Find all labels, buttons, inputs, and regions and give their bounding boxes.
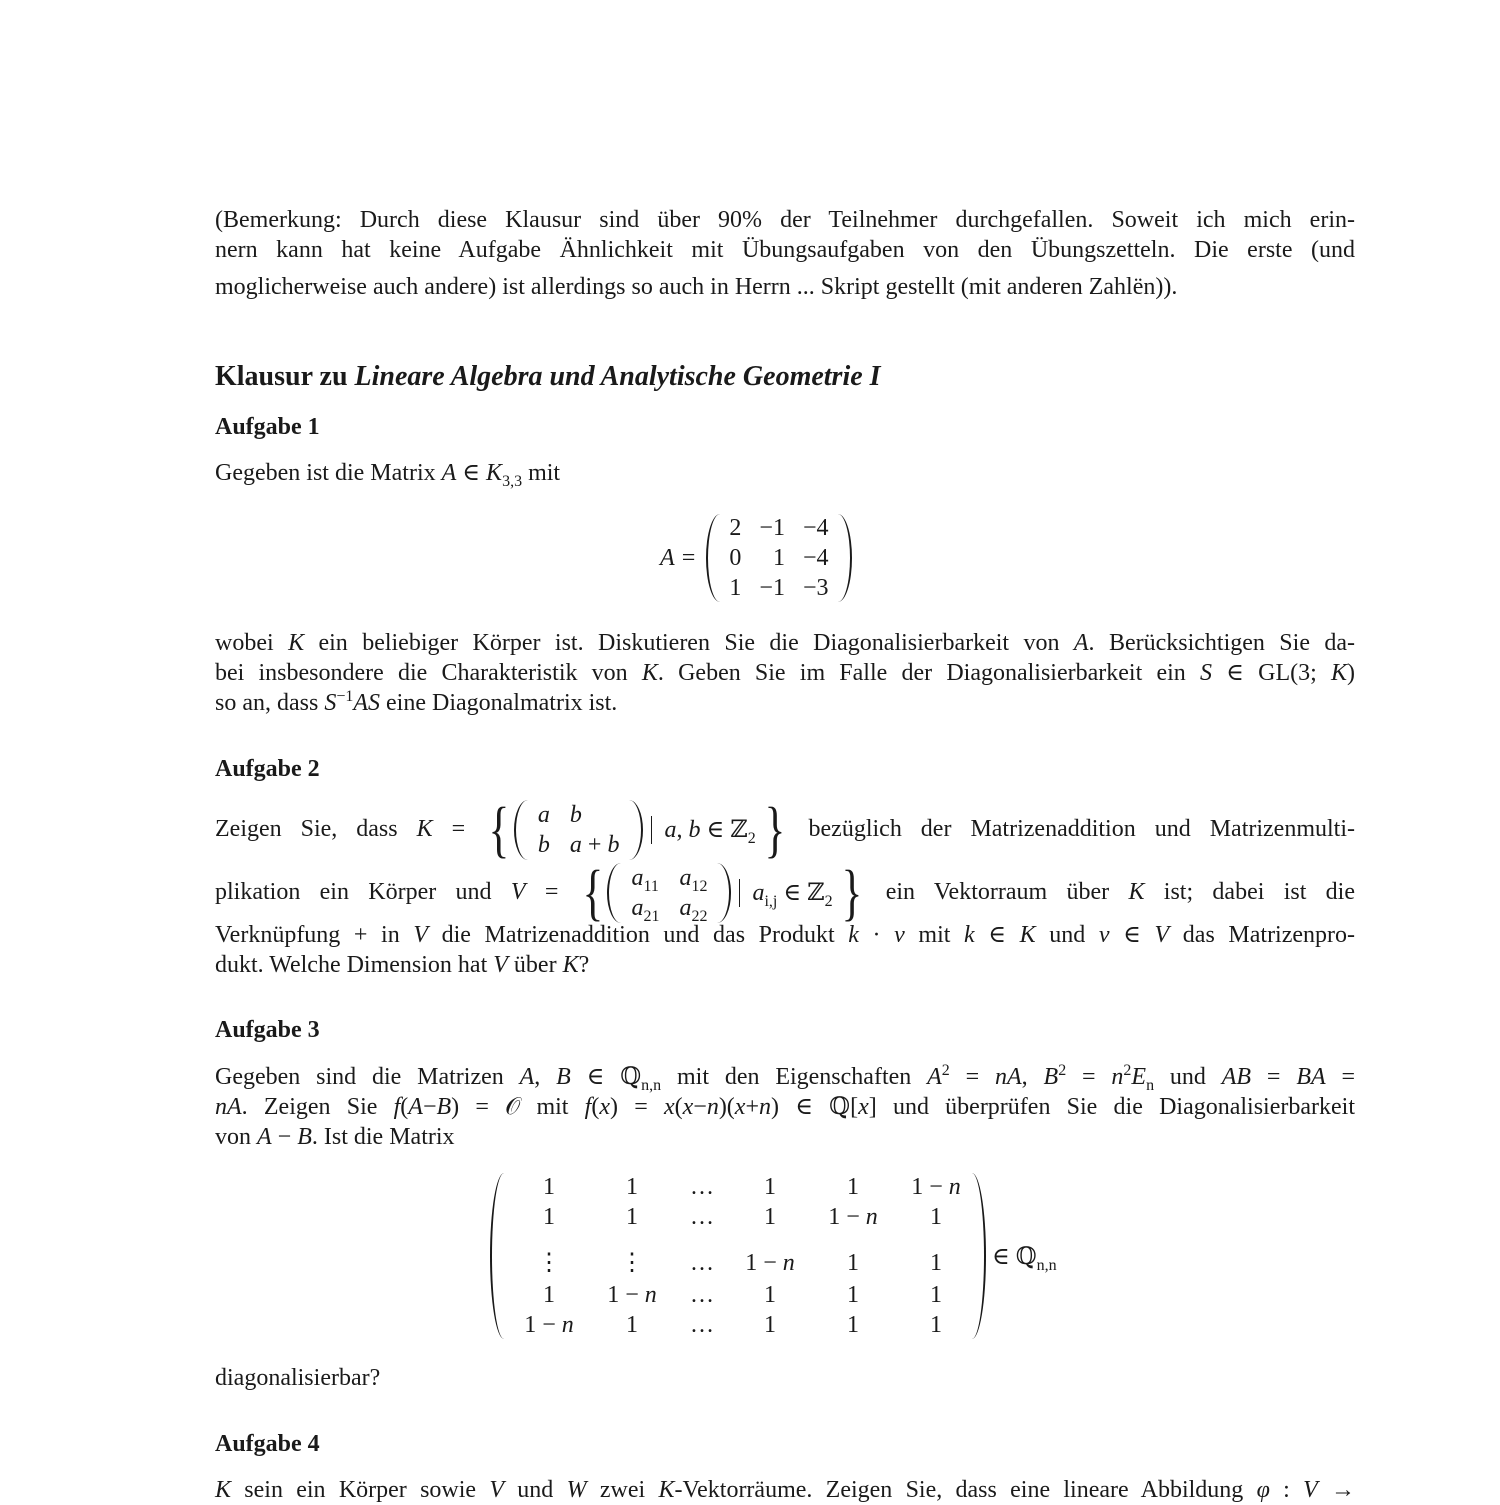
- task-2-line-2: [215, 857, 1355, 927]
- matrix-cell: 1: [729, 575, 742, 601]
- text-run: +: [745, 1094, 759, 1120]
- text-run: mit: [904, 922, 965, 948]
- text-run: ·: [858, 922, 895, 948]
- subscript: n,n: [1036, 1256, 1057, 1274]
- matrix-cell: [806, 1202, 900, 1232]
- text-run: bezüglich der Matrizenaddition und Matrizenmulti-: [789, 816, 1355, 842]
- text-run: ∈: [1109, 922, 1155, 948]
- matrix-row: [504, 1172, 972, 1202]
- math-symbol: a: [752, 880, 765, 907]
- such-that-bar: [651, 816, 652, 844]
- matrix-cell: [900, 1232, 972, 1280]
- inline-matrix: [621, 863, 717, 926]
- matrix-cell: [900, 1202, 972, 1232]
- text-run: +: [581, 832, 608, 859]
- text-run: 1 −: [911, 1174, 949, 1200]
- matrix-a-label: A =: [660, 544, 697, 571]
- text-run: 1: [626, 1312, 638, 1338]
- matrix-cell: [594, 1280, 670, 1310]
- left-paren: [706, 514, 720, 602]
- math-symbol: n: [759, 1094, 771, 1120]
- math-symbol: n: [561, 1312, 574, 1338]
- text-run: ): [1347, 660, 1355, 686]
- task-2-heading: Aufgabe 2: [215, 756, 320, 782]
- math-symbol: W: [566, 1477, 587, 1503]
- matrix-cell: −1: [759, 575, 785, 601]
- task-3-text-2: [215, 1092, 1355, 1122]
- matrix-cell: [806, 1172, 900, 1202]
- set-expression: [578, 859, 867, 928]
- math-symbol: S: [1199, 660, 1212, 686]
- matrix-cell: [560, 830, 630, 860]
- math-symbol: f: [584, 1094, 592, 1120]
- math-symbol: A: [519, 1064, 535, 1090]
- math-symbol: A: [257, 1124, 272, 1150]
- intro-line-2: [215, 235, 1355, 265]
- text-run: =: [1251, 1064, 1297, 1090]
- matrix-n-by-n: [490, 1172, 1057, 1340]
- text-run: (Bemerkung: Durch diese Klausur sind über 90% der Teilnehmer durchgefallen. Soweit ich mich erin-: [215, 207, 1355, 233]
- matrix-cell: 0: [729, 545, 742, 571]
- math-symbol: a: [569, 832, 582, 859]
- matrix-cell: [670, 1280, 734, 1310]
- left-paren: [607, 863, 621, 923]
- matrix-row: [621, 893, 717, 923]
- text-run: 1: [626, 1204, 638, 1230]
- math-symbol: K: [416, 816, 433, 842]
- text-run: Gegeben ist die Matrix: [215, 460, 442, 486]
- text-run: =: [1066, 1064, 1112, 1090]
- subscript: n,n: [641, 1076, 662, 1094]
- text-run: sein ein Körper sowie: [231, 1477, 490, 1503]
- right-paren: [629, 800, 643, 860]
- math-symbol: b: [607, 832, 620, 859]
- matrix-cell: [806, 1310, 900, 1340]
- left-brace-icon: {: [488, 796, 510, 865]
- task-1-intro: [215, 458, 1355, 488]
- text-run: ) ∈ ℚ[: [771, 1094, 859, 1120]
- matrix-cell: −3: [802, 575, 829, 601]
- text-run: ∈ ℤ: [777, 880, 825, 907]
- math-symbol: v: [1098, 922, 1110, 948]
- subscript: 11: [643, 878, 659, 896]
- matrix-cell: [670, 1232, 734, 1280]
- matrix-cell: [900, 1172, 972, 1202]
- text-run: wobei: [215, 630, 289, 656]
- math-symbol: K: [1330, 660, 1347, 686]
- right-paren: [838, 514, 852, 602]
- math-symbol: V: [493, 952, 508, 978]
- text-run: Zeigen Sie, dass: [215, 816, 417, 842]
- matrix-row: [504, 1202, 972, 1232]
- math-symbol: a: [631, 895, 644, 922]
- matrix-cell: 1: [772, 545, 785, 571]
- math-symbol: S: [324, 690, 337, 716]
- text-run: plikation ein Körper und: [215, 879, 511, 905]
- text-run: 1 −: [745, 1250, 783, 1276]
- matrix-a: [660, 513, 852, 603]
- math-symbol: n: [1111, 1064, 1124, 1090]
- left-brace-icon: {: [582, 859, 603, 928]
- text-run: −: [271, 1124, 298, 1150]
- text-run: von: [215, 1124, 257, 1150]
- math-symbol: x: [663, 1094, 675, 1120]
- math-symbol: K: [1128, 879, 1145, 905]
- text-run: 1: [764, 1282, 776, 1308]
- matrix-cell: [594, 1310, 670, 1340]
- math-symbol: A: [927, 1064, 942, 1090]
- text-run: (: [400, 1094, 409, 1120]
- inline-matrix: [528, 800, 630, 860]
- text-run: . Ist die Matrix: [311, 1124, 455, 1150]
- matrix-row: [504, 1310, 972, 1340]
- text-run: ein Vektorraum über: [866, 879, 1129, 905]
- math-symbol: B: [556, 1064, 571, 1090]
- math-symbol: k: [964, 922, 975, 948]
- matrix-cell: [594, 1232, 670, 1280]
- text-run: und: [504, 1477, 567, 1503]
- text-run: und: [1035, 922, 1099, 948]
- matrix-row: [720, 513, 837, 543]
- text-run: über: [507, 952, 563, 978]
- math-symbol: K: [641, 660, 658, 686]
- text-run: 1: [764, 1174, 776, 1200]
- text-run: 1: [847, 1282, 859, 1308]
- left-paren: [514, 800, 528, 860]
- text-run: ,: [1021, 1064, 1044, 1090]
- math-symbol: V: [489, 1477, 505, 1503]
- task-4-heading: Aufgabe 4: [215, 1431, 320, 1457]
- math-symbol: AS: [353, 690, 381, 716]
- subscript: 12: [691, 878, 708, 896]
- task-3-text-3: [215, 1122, 1355, 1152]
- set-expression: [484, 796, 789, 865]
- text-run: (: [674, 1094, 683, 1120]
- text-run: die Matrizenaddition und das Produkt: [428, 922, 849, 948]
- matrix-cell: [504, 1202, 594, 1232]
- task-2-line-1: [215, 794, 1355, 864]
- math-symbol: f: [393, 1094, 401, 1120]
- text-run: …: [690, 1312, 714, 1338]
- text-run: 1: [764, 1204, 776, 1230]
- math-symbol: K: [1019, 922, 1036, 948]
- task-1-text-1: [215, 628, 1355, 658]
- matrix-cell: [504, 1172, 594, 1202]
- text-run: diagonalisierbar?: [215, 1365, 381, 1391]
- matrix-row: [621, 863, 717, 893]
- math-symbol: φ: [1256, 1477, 1270, 1503]
- text-run: …: [690, 1250, 714, 1276]
- text-run: …: [690, 1204, 714, 1230]
- matrix-a-entries: [720, 513, 837, 603]
- math-symbol: a: [631, 865, 644, 892]
- text-run: ?: [578, 952, 590, 978]
- text-run: →: [1317, 1477, 1356, 1503]
- math-symbol: A: [1073, 630, 1089, 656]
- text-run: ∈ ℚ: [992, 1243, 1037, 1270]
- text-run: -Vektorräume. Zeigen Sie, dass eine lineare Abbildung: [674, 1477, 1257, 1503]
- math-symbol: K: [486, 460, 503, 486]
- text-run: und: [1154, 1064, 1222, 1090]
- matrix-cell: [806, 1280, 900, 1310]
- text-run: nern kann hat keine Aufgabe Ähnlichkeit mit Übungsaufgaben von den Übungszetteln. Die erste (und: [215, 237, 1355, 263]
- matrix-cell: [670, 1172, 734, 1202]
- subscript: 2: [824, 893, 833, 911]
- math-symbol: a: [664, 817, 677, 844]
- math-symbol: K: [562, 952, 579, 978]
- text-run: ein beliebiger Körper ist. Diskutieren Sie die Diagonalisierbarkeit von: [304, 630, 1074, 656]
- math-symbol: E: [1131, 1064, 1147, 1090]
- matrix-row: [528, 800, 630, 830]
- text-run: 1: [930, 1250, 942, 1276]
- matrix-cell: 2: [729, 515, 742, 541]
- matrix-cell: [669, 863, 717, 896]
- text-run: 1: [543, 1282, 555, 1308]
- subscript: n: [1146, 1076, 1155, 1094]
- matrix-cell: [734, 1172, 806, 1202]
- text-run: =: [1325, 1064, 1356, 1090]
- text-run: bei insbesondere die Charakteristik von: [215, 660, 642, 686]
- math-symbol: n: [782, 1250, 795, 1276]
- task-4-line-1: [215, 1475, 1355, 1505]
- text-run: 1 −: [524, 1312, 562, 1338]
- text-run: 1: [626, 1174, 638, 1200]
- text-run: Gegeben sind die Matrizen: [215, 1064, 520, 1090]
- task-1-heading: Aufgabe 1: [215, 414, 320, 440]
- text-run: …: [690, 1174, 714, 1200]
- math-symbol: x: [682, 1094, 694, 1120]
- matrix-suffix: [992, 1242, 1057, 1274]
- text-run: )(: [718, 1094, 735, 1120]
- text-run: 1: [543, 1204, 555, 1230]
- math-symbol: A: [408, 1094, 423, 1120]
- text-run: mit den Eigenschaften: [661, 1064, 928, 1090]
- math-symbol: B: [297, 1124, 312, 1150]
- math-symbol: x: [734, 1094, 746, 1120]
- task-1-text-2: [215, 658, 1355, 688]
- text-run: 1 −: [828, 1204, 866, 1230]
- text-run: ∈: [456, 460, 487, 486]
- math-symbol: V: [1303, 1477, 1318, 1503]
- math-symbol: BA: [1296, 1064, 1326, 1090]
- text-run: 1: [543, 1174, 555, 1200]
- matrix-cell: [670, 1202, 734, 1232]
- text-run: 1 −: [607, 1282, 645, 1308]
- math-symbol: n: [948, 1174, 961, 1200]
- matrix-cell: −1: [759, 515, 785, 541]
- matrix-cell: [669, 893, 717, 926]
- text-run: ∈ GL(3;: [1211, 660, 1331, 686]
- superscript: 2: [1058, 1062, 1067, 1079]
- math-symbol: B: [436, 1094, 452, 1120]
- text-run: 1: [930, 1204, 942, 1230]
- superscript: 2: [941, 1062, 950, 1079]
- math-symbol: a: [679, 895, 692, 922]
- text-run: ⋮: [620, 1250, 644, 1276]
- math-symbol: A: [441, 460, 457, 486]
- text-run: moglicherweise auch andere) ist allerdings so auch in Herrn ... Skript gestellt (mit anderen Zahlën)).: [215, 274, 1178, 300]
- math-symbol: n: [644, 1282, 657, 1308]
- text-run: . Berücksichtigen Sie da-: [1088, 630, 1356, 656]
- math-symbol: nA: [215, 1094, 242, 1120]
- math-symbol: K: [215, 1477, 232, 1503]
- text-run: ,: [534, 1064, 557, 1090]
- matrix-cell: [670, 1310, 734, 1340]
- matrix-cell: [560, 800, 630, 830]
- subscript: 2: [747, 830, 756, 848]
- math-symbol: b: [537, 832, 550, 859]
- exam-title: [215, 362, 1355, 392]
- matrix-cell: −4: [802, 515, 829, 541]
- text-run: ,: [676, 817, 689, 844]
- math-symbol: K: [658, 1477, 675, 1503]
- right-brace-icon: }: [841, 859, 862, 928]
- matrix-cell: [528, 800, 560, 830]
- title-prefix: Klausur zu: [215, 361, 355, 392]
- text-run: (: [591, 1094, 600, 1120]
- right-paren: [717, 863, 731, 923]
- matrix-cell: [734, 1280, 806, 1310]
- matrix-row: [504, 1280, 972, 1310]
- left-paren: [490, 1173, 504, 1339]
- text-run: =: [432, 816, 485, 842]
- text-run: . Geben Sie im Falle der Diagonalisierbarkeit ein: [657, 660, 1200, 686]
- intro-line-1: [215, 205, 1355, 235]
- math-symbol: b: [569, 802, 582, 829]
- text-run: eine Diagonalmatrix ist.: [380, 690, 618, 716]
- subscript: 3,3: [502, 472, 523, 490]
- task-3-text-1: [215, 1062, 1355, 1092]
- text-run: …: [690, 1282, 714, 1308]
- math-symbol: nA: [995, 1064, 1022, 1090]
- superscript: −1: [336, 688, 354, 705]
- task-3-question: [215, 1363, 1355, 1393]
- text-run: dukt. Welche Dimension hat: [215, 952, 494, 978]
- text-run: mit: [522, 460, 561, 486]
- matrix-cell: [528, 830, 560, 860]
- set-condition: [748, 878, 836, 911]
- right-paren: [972, 1173, 986, 1339]
- superscript: 2: [1123, 1062, 1132, 1079]
- subscript: 22: [691, 908, 708, 926]
- title-subject: Lineare Algebra und Analytische Geometrie I: [354, 361, 881, 392]
- text-run: −: [422, 1094, 437, 1120]
- text-run: ] und überprüfen Sie die Diagonalisierbarkeit: [868, 1094, 1355, 1120]
- text-run: 1: [847, 1250, 859, 1276]
- matrix-row: [720, 543, 837, 573]
- math-symbol: n: [706, 1094, 719, 1120]
- text-run: ) = 𝒪 mit: [451, 1094, 585, 1120]
- matrix-cell: [734, 1202, 806, 1232]
- such-that-bar: [739, 879, 740, 907]
- right-brace-icon: }: [764, 796, 786, 865]
- matrix-cell: [504, 1232, 594, 1280]
- matrix-cell: [900, 1310, 972, 1340]
- text-run: −: [693, 1094, 707, 1120]
- matrix-cell: [594, 1172, 670, 1202]
- matrix-n-entries: [504, 1172, 972, 1340]
- matrix-row: [720, 573, 837, 603]
- text-run: =: [949, 1064, 995, 1090]
- math-symbol: k: [848, 922, 859, 948]
- matrix-cell: [621, 863, 669, 896]
- set-condition: [660, 815, 759, 848]
- math-symbol: v: [894, 922, 905, 948]
- matrix-cell: [734, 1232, 806, 1280]
- text-run: so an, dass: [215, 690, 325, 716]
- text-run: ∈: [974, 922, 1020, 948]
- text-run: ist; dabei ist die: [1144, 879, 1356, 905]
- math-symbol: b: [688, 817, 701, 844]
- math-symbol: a: [679, 865, 692, 892]
- subscript: 21: [643, 908, 660, 926]
- text-run: 1: [847, 1174, 859, 1200]
- text-run: :: [1269, 1477, 1304, 1503]
- matrix-cell: [900, 1280, 972, 1310]
- math-symbol: n: [865, 1204, 878, 1230]
- math-symbol: x: [858, 1094, 869, 1120]
- matrix-cell: [806, 1232, 900, 1280]
- matrix-cell: [504, 1280, 594, 1310]
- text-run: 1: [764, 1312, 776, 1338]
- math-symbol: a: [537, 802, 550, 829]
- text-run: ∈ ℚ: [570, 1064, 642, 1090]
- task-2-line-4: [215, 950, 1355, 980]
- math-symbol: V: [510, 879, 526, 905]
- task-3-heading: Aufgabe 3: [215, 1017, 320, 1043]
- text-run: das Matrizenpro-: [1169, 922, 1356, 948]
- text-run: =: [525, 879, 578, 905]
- matrix-cell: [621, 893, 669, 926]
- task-2-line-3: [215, 920, 1355, 950]
- matrix-cell: [594, 1202, 670, 1232]
- task-1-text-3: [215, 688, 1355, 718]
- math-symbol: x: [599, 1094, 610, 1120]
- text-run: ∈ ℤ: [700, 817, 748, 844]
- text-run: 1: [847, 1312, 859, 1338]
- text-run: 1: [930, 1312, 942, 1338]
- matrix-row: [504, 1232, 972, 1280]
- math-symbol: V: [1154, 922, 1170, 948]
- math-symbol: V: [413, 922, 429, 948]
- subscript: i,j: [764, 893, 778, 911]
- intro-line-3: [215, 272, 1355, 302]
- text-run: zwei: [586, 1477, 659, 1503]
- math-symbol: B: [1043, 1064, 1059, 1090]
- math-symbol: K: [288, 630, 305, 656]
- text-run: Verknüpfung + in: [215, 922, 414, 948]
- math-symbol: AB: [1221, 1064, 1252, 1090]
- matrix-cell: [504, 1310, 594, 1340]
- matrix-cell: [734, 1310, 806, 1340]
- text-run: 1: [930, 1282, 942, 1308]
- matrix-cell: −4: [802, 545, 829, 571]
- text-run: ) =: [610, 1094, 664, 1120]
- text-run: . Zeigen Sie: [241, 1094, 394, 1120]
- text-run: ⋮: [537, 1250, 561, 1276]
- matrix-row: [528, 830, 630, 860]
